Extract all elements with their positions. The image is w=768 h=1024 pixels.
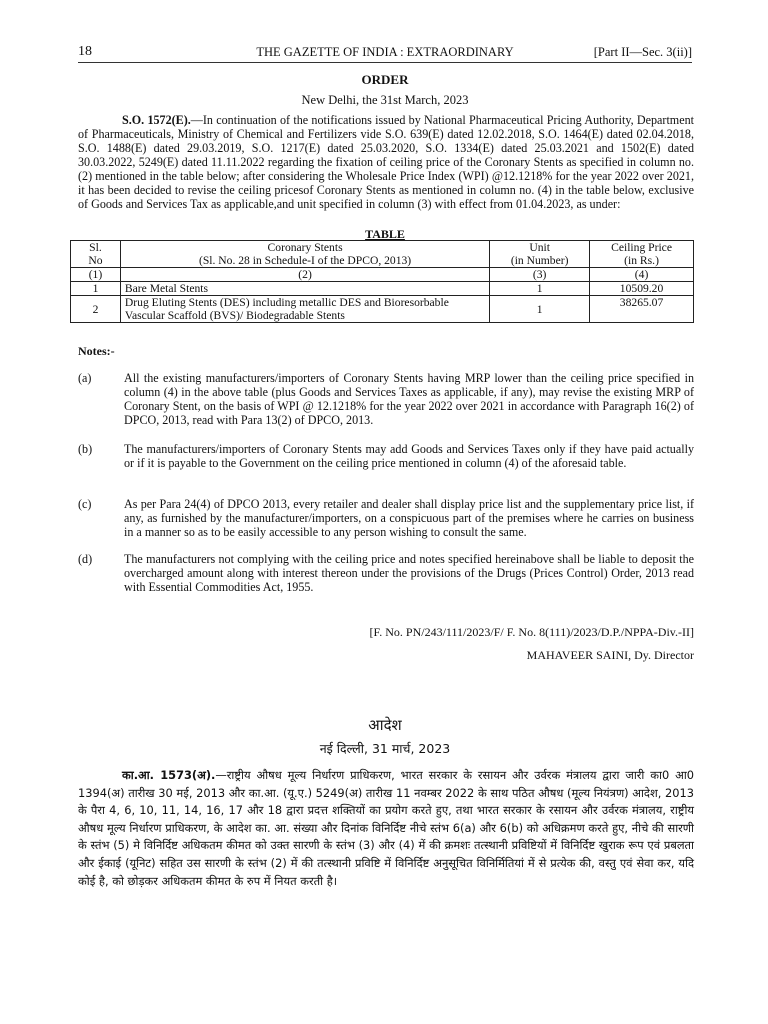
order-body: —In continuation of the notifications issued by National Pharmaceutical Pricing Authority, Department of Pharmaceuticals, Ministry of Chemical and Fertilizers vide S.O. 639(E) dated 12.02.2018, S.O. 1464(E) dated 02.04.2018, S.O. 1488(E) dated 29.03.2019, S.O. 1217(E) dated 25.03.2020, S.O. 1334(E) dated 25.03.2021 and 1502(E) dated 30.03.2022, 5249(E) dated 11.11.2022 regarding the fixation of ceiling price of the Coronary Stents as specified in column no. (2) mentioned in the table below; after considering the Wholesale Price Index (WPI) @12.1218% for the year 2022 over 2021, it has been decided to revise the ceiling pricesof Coronary Stents as mentioned in column no. (4) in the table below, exclusive of Goods and Services Tax as applicable,and unit specified in column (3) with effect from 01.04.2023, as under: <box>78 113 694 211</box>
note-label: (c) <box>78 497 92 511</box>
note-label: (b) <box>78 442 93 456</box>
note-item <box>78 371 694 427</box>
note-text: As per Para 24(4) of DPCO 2013, every retailer and dealer shall display price list and the supplementary price list, if any, as furnished by the manufacturer/importers, on a conspicuous part of the premises where he carries on business in a manner so as to be easily accessible to any person wishing to consult the same. <box>124 497 694 539</box>
notes-title: Notes:- <box>78 344 115 358</box>
page-number: 18 <box>78 44 92 59</box>
table-row <box>71 296 694 323</box>
cell-description: Drug Eluting Stents (DES) including metallic DES and Bioresorbable Vascular Scaffold (BVS)/ Biodegradable Stents <box>120 296 489 323</box>
column-number: (3) <box>490 268 590 282</box>
hindi-place-date: नई दिल्ली, 31 मार्च, 2023 <box>319 741 451 756</box>
hindi-order-paragraph <box>78 767 694 890</box>
note-item <box>78 552 694 594</box>
cell-price: 38265.07 <box>590 296 694 323</box>
note-text: All the existing manufacturers/importers of Coronary Stents having MRP lower than the ceiling price specified in column (4) in the above table (plus Goods and Services Taxes as applicable, if any), may revise the existing MRP of Coronary Stent, on the basis of WPI @ 12.1218% for the year 2022 over 2021 in accordance with Paragraph 16(2) of DPCO, 2013, read with Para 13(2) of DPCO, 2013. <box>124 371 694 427</box>
gazette-title: THE GAZETTE OF INDIA : EXTRAORDINARY <box>256 45 514 59</box>
note-label: (d) <box>78 552 93 566</box>
cell-description: Bare Metal Stents <box>120 282 489 296</box>
table-label: TABLE <box>365 227 405 241</box>
header-ceiling-price: Ceiling Price (in Rs.) <box>590 241 694 268</box>
column-number-row <box>71 268 694 282</box>
order-place-date: New Delhi, the 31st March, 2023 <box>301 93 469 107</box>
gazette-part: [Part II—Sec. 3(ii)] <box>593 45 692 59</box>
hindi-order-title: आदेश <box>368 716 402 734</box>
header-coronary-stents: Coronary Stents (Sl. No. 28 in Schedule-I of the DPCO, 2013) <box>120 241 489 268</box>
cell-sl: 2 <box>71 296 121 323</box>
file-reference: [F. No. PN/243/111/2023/F/ F. No. 8(111)/2023/D.P./NPPA-Div.-II] <box>369 625 694 639</box>
hindi-so-number: का.आ. 1573(अ). <box>122 768 216 782</box>
header-unit: Unit (in Number) <box>490 241 590 268</box>
ceiling-price-table <box>70 240 694 323</box>
cell-price: 10509.20 <box>590 282 694 296</box>
cell-unit: 1 <box>490 282 590 296</box>
note-label: (a) <box>78 371 92 385</box>
note-text: The manufacturers/importers of Coronary Stents may add Goods and Services Taxes only if they have paid actually or if it is payable to the Government on the ceiling price mentioned in column (4) of the aforesaid table. <box>124 442 694 470</box>
order-paragraph <box>78 113 694 211</box>
so-number: S.O. 1572(E). <box>122 113 191 127</box>
column-number: (2) <box>120 268 489 282</box>
column-number: (4) <box>590 268 694 282</box>
note-item <box>78 497 694 539</box>
note-item <box>78 442 694 470</box>
column-number: (1) <box>71 268 121 282</box>
page-header <box>78 44 692 63</box>
table-row <box>71 282 694 296</box>
cell-sl: 1 <box>71 282 121 296</box>
hindi-order-body: —राष्ट्रीय औषध मूल्य निर्धारण प्राधिकरण, भारत सरकार के रसायन और उर्वरक मंत्रालय द्वारा जारी का0 आ0 1394(अ) तारीख 30 मई, 2013 और का.आ. (यू.ए.) 5249(अ) तारीख 11 नवम्बर 2022 के साथ पठित औषध (मूल्य नियंत्रण) आदेश, 2013 के पैरा 4, 6, 10, 11, 14, 16, 17 और 18 द्वारा प्रदत्त शक्तियों का प्रयोग करते हुए, तथा भारत सरकार के रसायन और उर्वरक मंत्रालय, राष्ट्रीय औषध मूल्य निर्धारण प्राधिकरण, के आदेश का. आ. संख्या और दिनांक विनिर्दिष्ट नीचे स्तंभ 6(a) और 6(b) को अधिक्रमण करते हुए, नीचे की सारणी के स्तंभ (5) मे विनिर्दिष्ट अधिकतम कीमत को उक्त सारणी के स्तंभ (3) और (4) में की क्रमशः तत्स्थानी प्रविष्टियों में विनिर्दिष्ट खुराक रूप एवं प्रबलता और ईकाई (यूनिट) सहित उस सारणी के स्तंभ (2) में की तत्स्थानी प्रविष्टि में विनिर्दिष्ट अनुसूचित विनिर्मितियां में से प्रत्येक की, वस्तु एवं सेवा कर, यदि कोई है, को छोड़कर अधिकतम कीमत के रुप में नियत करती है। <box>78 768 694 888</box>
order-title: ORDER <box>361 72 409 87</box>
table-header-row <box>71 241 694 268</box>
note-text: The manufacturers not complying with the ceiling price and notes specified hereinabove shall be liable to deposit the overcharged amount along with interest thereon under the provisions of the Drugs (Prices Control) Order, 2013 read with Essential Commodities Act, 1955. <box>124 552 694 594</box>
header-sl-no: Sl. No <box>71 241 121 268</box>
signatory: MAHAVEER SAINI, Dy. Director <box>526 648 694 662</box>
cell-unit: 1 <box>490 296 590 323</box>
